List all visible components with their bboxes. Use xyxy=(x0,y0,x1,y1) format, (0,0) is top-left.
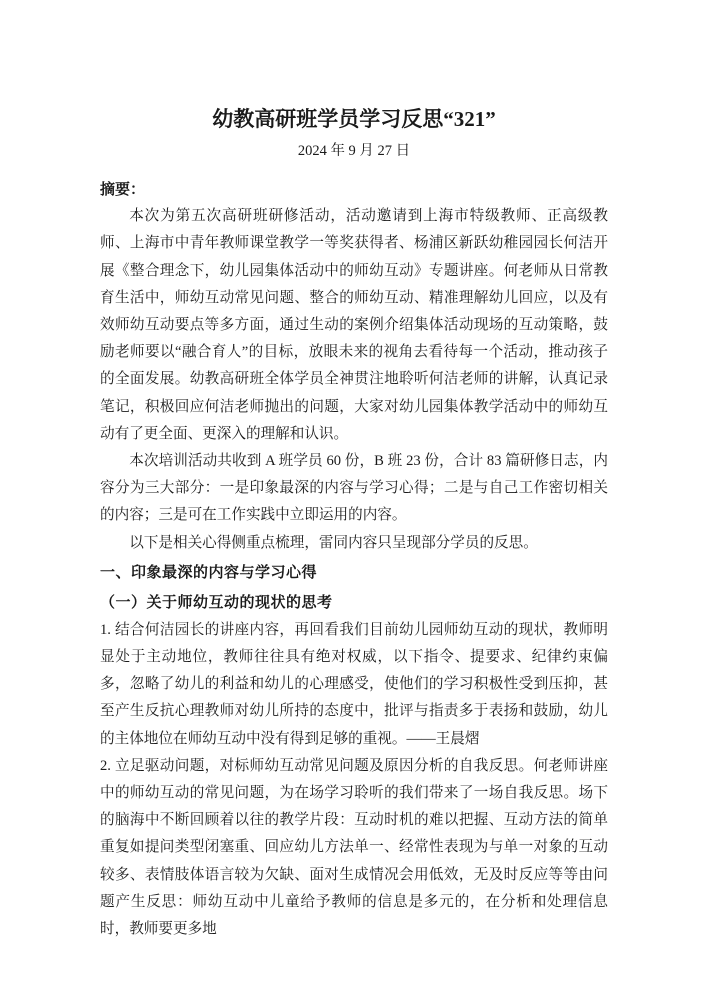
document-content xyxy=(100,104,608,943)
subsection-heading: （一）关于师幼互动的现状的思考 xyxy=(100,593,333,611)
abstract-paragraph: 本次培训活动共收到 A 班学员 60 份，B 班 23 份，合计 83 篇研修日志，内容分为三大部分：一是印象最深的内容与学习心得；二是与自己工作密切相关的内容；三是可在工作实践中立即运用的内容。 xyxy=(100,453,608,524)
document-title: 幼教高研班学员学习反思“321” xyxy=(212,107,496,131)
reflection-item: 1. 结合何洁园长的讲座内容，再回看我们目前幼儿园师幼互动的现状，教师明显处于主动地位，教师往往具有绝对权威，以下指令、提要求、纪律约束偏多，忽略了幼儿的利益和幼儿的心理感受，使他们的学习积极性受到压抑，甚至产生反抗心理教师对幼儿所持的态度中，批评与指责多于表扬和鼓励，幼儿的主体地位在师幼互动中没有得到足够的重视。——王晨熠 xyxy=(100,621,608,747)
reflection-item: 2. 立足驱动问题，对标师幼互动常见问题及原因分析的自我反思。何老师讲座中的师幼互动的常见问题，为在场学习聆听的我们带来了一场自我反思。场下的脑海中不断回顾着以往的教学片段：互动时机的难以把握、互动方法的简单重复如提问类型闭塞重、回应幼儿方法单一、经常性表现为与单一对象的互动较多、表情肢体语言较为欠缺、面对生成情况会用低效，无及时反应等等由问题产生反思：师幼互动中儿童给予教师的信息是多元的，在分析和处理信息时，教师要更多地 xyxy=(100,757,608,938)
document-date: 2024 年 9 月 27 日 xyxy=(297,143,411,159)
section-heading: 一、印象最深的内容与学习心得 xyxy=(100,563,318,581)
abstract-paragraph: 本次为第五次高研班研修活动，活动邀请到上海市特级教师、正高级教师、上海市中青年教师课堂教学一等奖获得者、杨浦区新跃幼稚园园长何洁开展《整合理念下，幼儿园集体活动中的师幼互动》专题讲座。何老师从日常教育生活中，师幼互动常见问题、整合的师幼互动、精准理解幼儿回应，以及有效师幼互动要点等多方面，通过生动的案例介绍集体活动现场的互动策略，鼓励老师要以“融合育人”的目标，放眼未来的视角去看待每一个活动，推动孩子的全面发展。幼教高研班全体学员全神贯注地聆听何洁老师的讲解，认真记录笔记，积极回应何洁老师抛出的问题，大家对幼儿园集体教学活动中的师幼互动有了更全面、更深入的理解和认识。 xyxy=(100,208,608,442)
abstract-label: 摘要： xyxy=(100,181,146,198)
abstract-paragraph: 以下是相关心得侧重点梳理，雷同内容只呈现部分学员的反思。 xyxy=(129,534,538,551)
